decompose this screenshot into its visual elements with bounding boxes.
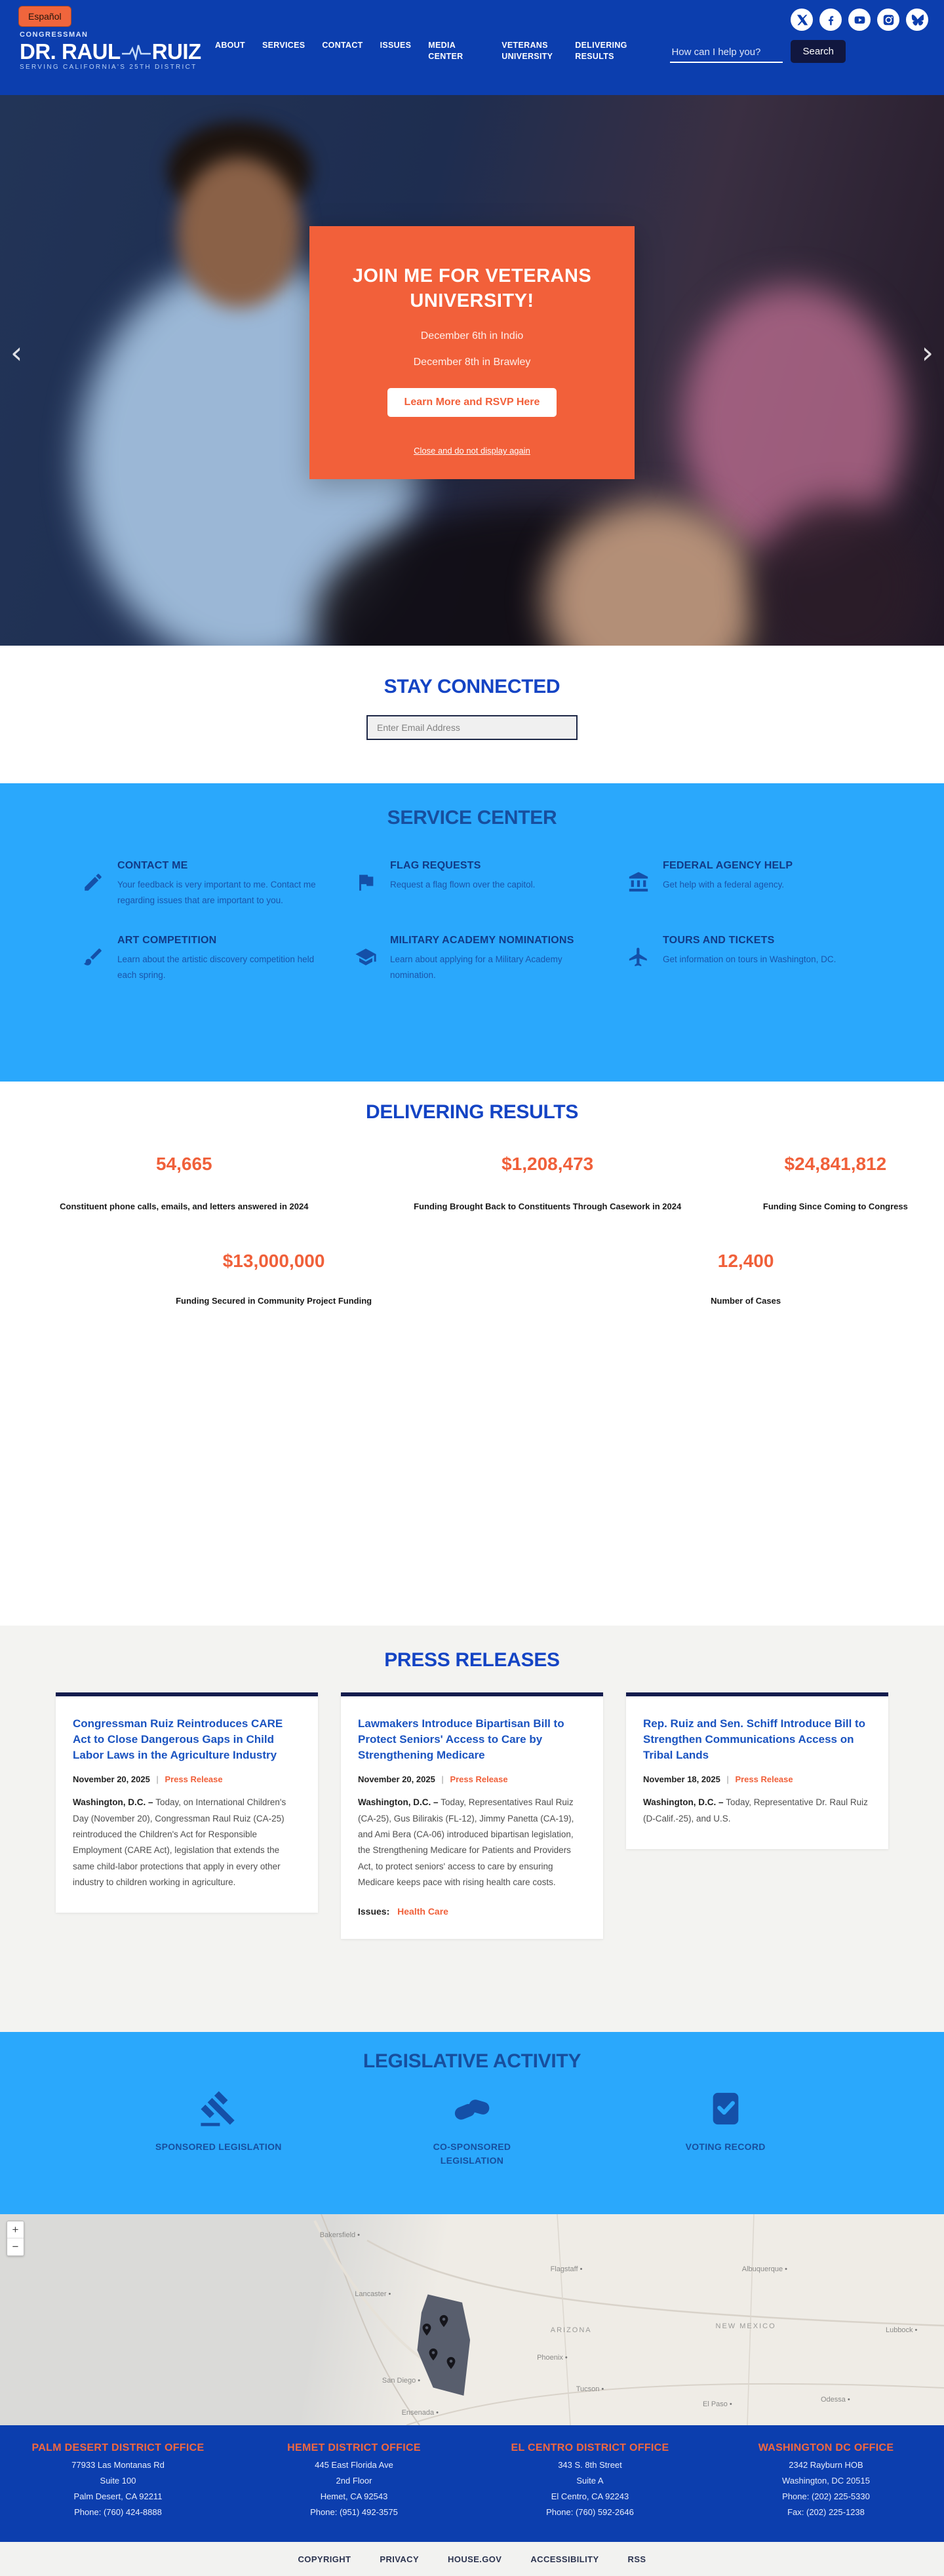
x-twitter-icon[interactable] bbox=[791, 9, 813, 31]
stat-total-funding: $24,841,812 Funding Since Coming to Congress bbox=[762, 1154, 908, 1211]
service-center-title: SERVICE CENTER bbox=[387, 807, 557, 829]
accessibility-link[interactable]: ACCESSIBILITY bbox=[530, 2554, 599, 2564]
map-label: Lancaster • bbox=[355, 2290, 391, 2298]
rsvp-button[interactable]: Learn More and RSVP Here bbox=[387, 388, 557, 417]
map-label: El Paso • bbox=[703, 2400, 732, 2408]
nav-about[interactable]: ABOUT bbox=[215, 41, 245, 50]
press-card-2-issues: Issues: Health Care bbox=[358, 1906, 448, 1917]
office-title[interactable]: HEMET DISTRICT OFFICE bbox=[287, 2442, 421, 2453]
press-card-2-title[interactable]: Lawmakers Introduce Bipartisan Bill to Protect Seniors' Access to Care by Strengthening Medicare bbox=[358, 1717, 564, 1761]
copyright-link[interactable]: COPYRIGHT bbox=[298, 2554, 351, 2564]
plane-icon bbox=[627, 946, 652, 983]
press-releases-section bbox=[0, 1626, 944, 2032]
map-roads bbox=[0, 2214, 944, 2425]
nav-veterans-university[interactable]: VETERANS UNIVERSITY bbox=[502, 41, 553, 61]
map-label: Flagstaff • bbox=[551, 2265, 583, 2273]
office-title[interactable]: WASHINGTON DC OFFICE bbox=[758, 2442, 894, 2453]
office-map-pin[interactable] bbox=[444, 2356, 458, 2370]
header-search bbox=[670, 40, 846, 63]
press-card-3 bbox=[626, 1692, 888, 1849]
office-map-pin[interactable] bbox=[437, 2314, 451, 2328]
stay-connected-title: STAY CONNECTED bbox=[384, 676, 560, 697]
graduation-cap-icon bbox=[355, 946, 380, 983]
privacy-link[interactable]: PRIVACY bbox=[380, 2554, 420, 2564]
press-card-3-body: Washington, D.C. – Today, Representative Dr. Raul Ruiz (D-Calif.-25), and U.S. bbox=[643, 1797, 868, 1824]
map-label: Odessa • bbox=[821, 2396, 850, 2404]
site-logo[interactable] bbox=[20, 31, 203, 71]
map-zoom-out-button[interactable]: − bbox=[7, 2238, 24, 2255]
service-federal-agency-help[interactable]: FEDERAL AGENCY HELP Get help with a federal agency. bbox=[627, 859, 862, 908]
press-card-3-title[interactable]: Rep. Ruiz and Sen. Schiff Introduce Bill to Strengthen Communications Access on Tribal Lands bbox=[643, 1717, 866, 1761]
delivering-results-title: DELIVERING RESULTS bbox=[365, 1101, 579, 1123]
map-label: Lubbock • bbox=[886, 2326, 917, 2334]
logo-congressman-text: CONGRESSMAN bbox=[20, 31, 88, 39]
press-release-tag[interactable]: Press Release bbox=[735, 1774, 793, 1785]
map-label: NEW MEXICO bbox=[715, 2322, 776, 2330]
pencil-icon bbox=[82, 871, 107, 908]
map-label: Bakersfield • bbox=[320, 2231, 360, 2239]
issue-health-care-link[interactable]: Health Care bbox=[397, 1906, 448, 1917]
palm-desert-office: PALM DESERT DISTRICT OFFICE 77933 Las Montanas Rd Suite 100 Palm Desert, CA 92211 Phone: (760) 424-8888 bbox=[0, 2442, 236, 2542]
legislative-activity-section bbox=[0, 2032, 944, 2214]
ekg-heartbeat-icon bbox=[122, 43, 151, 60]
press-card-1-title[interactable]: Congressman Ruiz Reintroduces CARE Act to Close Dangerous Gaps in Child Labor Laws in the Agriculture Industry bbox=[73, 1717, 283, 1761]
rss-link[interactable]: RSS bbox=[627, 2554, 646, 2564]
facebook-icon[interactable] bbox=[819, 9, 842, 31]
office-title[interactable]: PALM DESERT DISTRICT OFFICE bbox=[31, 2442, 205, 2453]
flag-icon bbox=[355, 871, 380, 908]
stat-calls-answered: 54,665 Constituent phone calls, emails, and letters answered in 2024 bbox=[60, 1154, 309, 1211]
handshake-icon bbox=[406, 2090, 538, 2131]
espanol-button[interactable]: Español bbox=[18, 6, 71, 27]
map-zoom-in-button[interactable]: + bbox=[7, 2221, 24, 2238]
search-button[interactable]: Search bbox=[791, 40, 846, 63]
press-card-1 bbox=[56, 1692, 318, 1913]
press-card-3-meta: November 18, 2025 | Press Release bbox=[643, 1774, 793, 1785]
press-card-1-meta: November 20, 2025 | Press Release bbox=[73, 1774, 223, 1785]
modal-close-link[interactable]: Close and do not display again bbox=[414, 446, 530, 456]
nav-media-center[interactable]: MEDIA CENTER bbox=[428, 41, 463, 61]
map-label: ARIZONA bbox=[550, 2326, 592, 2335]
federal-building-icon bbox=[627, 871, 652, 908]
stat-casework-funding: $1,208,473 Funding Brought Back to Constituents Through Casework in 2024 bbox=[414, 1154, 682, 1211]
delivering-results-section bbox=[0, 1082, 944, 1626]
modal-date-2: December 8th in Brawley bbox=[413, 357, 531, 368]
map-label: Albuquerque • bbox=[742, 2265, 787, 2273]
press-card-2-meta: November 20, 2025 | Press Release bbox=[358, 1774, 508, 1785]
stay-connected-section bbox=[0, 646, 944, 783]
stat-community-project-funding: $13,000,000 Funding Secured in Community Project Funding bbox=[176, 1251, 372, 1306]
press-card-2-body: Washington, D.C. – Today, Representatives Raul Ruiz (CA-25), Gus Bilirakis (FL-12), Jimmy Panetta (CA-19), and Ami Bera (CA-06) introduced bipartisan legislation, the Strengthening Medicare for Patients and Providers Act, to protect seniors' access to care by ensuring Medicare keeps pace with rising health care costs. bbox=[358, 1797, 574, 1887]
service-military-academy[interactable]: MILITARY ACADEMY NOMINATIONS Learn about applying for a Military Academy nomination. bbox=[355, 934, 589, 983]
legislative-activity-title: LEGISLATIVE ACTIVITY bbox=[363, 2050, 581, 2072]
modal-title: JOIN ME FOR VETERANS UNIVERSITY! bbox=[352, 265, 592, 311]
site-header bbox=[0, 0, 944, 95]
youtube-icon[interactable] bbox=[848, 9, 871, 31]
map-label: Tucson • bbox=[576, 2385, 604, 2393]
hemet-office: HEMET DISTRICT OFFICE 445 East Florida Ave 2nd Floor Hemet, CA 92543 Phone: (951) 492-3575 bbox=[236, 2442, 472, 2542]
service-flag-requests[interactable]: FLAG REQUESTS Request a flag flown over the capitol. bbox=[355, 859, 589, 908]
nav-delivering-results[interactable]: DELIVERING RESULTS bbox=[575, 41, 627, 61]
logo-name: DR. RAUL RUIZ bbox=[20, 39, 201, 64]
service-tours-tickets[interactable]: TOURS AND TICKETS Get information on tours in Washington, DC. bbox=[627, 934, 862, 983]
stat-number-of-cases: 12,400 Number of Cases bbox=[711, 1251, 781, 1306]
el-centro-office: EL CENTRO DISTRICT OFFICE 343 S. 8th Street Suite A El Centro, CA 92243 Phone: (760) 592-2646 bbox=[472, 2442, 708, 2542]
email-signup-input[interactable] bbox=[366, 715, 578, 740]
cosponsored-legislation-link[interactable]: CO-SPONSORED LEGISLATION bbox=[406, 2090, 538, 2168]
search-input[interactable] bbox=[670, 43, 783, 63]
paintbrush-icon bbox=[82, 946, 107, 983]
offices-footer bbox=[0, 2425, 944, 2542]
main-nav bbox=[215, 40, 631, 62]
office-map-pin[interactable] bbox=[426, 2347, 441, 2362]
veterans-university-modal bbox=[309, 226, 635, 479]
map-label: Ensenada • bbox=[402, 2409, 439, 2417]
service-center-section bbox=[0, 783, 944, 1082]
service-contact-me[interactable]: CONTACT ME Your feedback is very important to me. Contact me regarding issues that are important to you. bbox=[82, 859, 317, 908]
washington-dc-office: WASHINGTON DC OFFICE 2342 Rayburn HOB Washington, DC 20515 Phone: (202) 225-5330 Fax: (202) 225-1238 bbox=[708, 2442, 944, 2542]
bluesky-icon[interactable] bbox=[906, 9, 928, 31]
house-gov-link[interactable]: HOUSE.GOV bbox=[448, 2554, 502, 2564]
press-card-2 bbox=[341, 1692, 603, 1939]
press-card-1-body: Washington, D.C. – Today, on International Children's Day (November 20), Congressman Raul Ruiz (CA-25) reintroduced the Children's Act for Responsible Employment (CARE Act), legislation that extends the same child-labor protections that apply in every other industry to children working in agriculture. bbox=[73, 1797, 286, 1887]
gavel-icon bbox=[153, 2090, 284, 2131]
press-release-tag[interactable]: Press Release bbox=[165, 1774, 223, 1785]
office-title[interactable]: EL CENTRO DISTRICT OFFICE bbox=[511, 2442, 669, 2453]
press-releases-title: PRESS RELEASES bbox=[384, 1649, 560, 1671]
map-zoom-controls bbox=[7, 2221, 24, 2256]
nav-contact[interactable]: CONTACT bbox=[322, 41, 363, 50]
instagram-icon[interactable] bbox=[877, 9, 899, 31]
bottom-bar bbox=[0, 2542, 944, 2576]
hero-carousel bbox=[0, 95, 944, 646]
nav-services[interactable]: SERVICES bbox=[262, 41, 305, 50]
modal-date-1: December 6th in Indio bbox=[420, 330, 524, 342]
carousel-next-icon[interactable]: › bbox=[921, 334, 934, 370]
carousel-prev-icon[interactable]: ‹ bbox=[10, 334, 23, 370]
ballot-check-icon bbox=[660, 2090, 791, 2131]
district-map[interactable] bbox=[0, 2214, 944, 2425]
office-map-pin[interactable] bbox=[420, 2322, 434, 2337]
service-art-competition[interactable]: ART COMPETITION Learn about the artistic discovery competition held each spring. bbox=[82, 934, 317, 983]
map-label: Phoenix • bbox=[537, 2354, 568, 2362]
social-links bbox=[791, 9, 928, 31]
map-label: San Diego • bbox=[382, 2377, 420, 2385]
press-release-tag[interactable]: Press Release bbox=[450, 1774, 508, 1785]
sponsored-legislation-link[interactable]: SPONSORED LEGISLATION bbox=[153, 2090, 284, 2168]
voting-record-link[interactable]: VOTING RECORD bbox=[660, 2090, 791, 2168]
logo-district-text: SERVING CALIFORNIA'S 25TH DISTRICT bbox=[20, 64, 197, 71]
nav-issues[interactable]: ISSUES bbox=[380, 41, 412, 50]
